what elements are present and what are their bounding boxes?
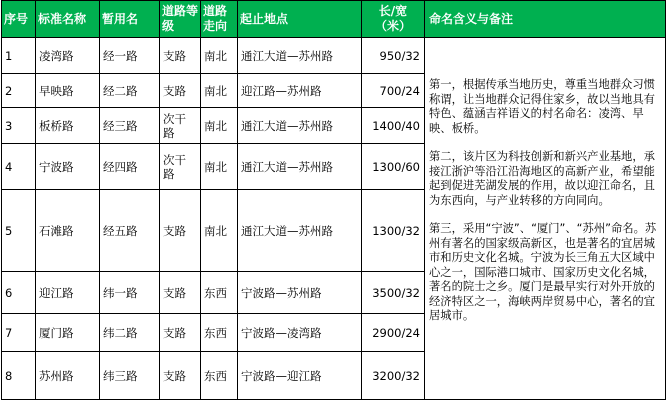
cell-temp-name: 经四路	[100, 144, 160, 190]
cell-road-direction: 南北	[201, 38, 238, 74]
cell-road-direction: 东西	[201, 314, 238, 352]
header-road-grade: 道路等级	[160, 1, 201, 38]
cell-start-end: 宁波路—迎江路	[238, 352, 362, 400]
header-road-direction: 道路走向	[201, 1, 238, 38]
cell-start-end: 迎江路—苏州路	[238, 74, 362, 108]
cell-road-grade: 支路	[160, 74, 201, 108]
cell-temp-name: 纬三路	[100, 352, 160, 400]
cell-road-direction: 东西	[201, 272, 238, 314]
header-start-end: 起止地点	[238, 1, 362, 38]
cell-length-width: 1400/40	[362, 108, 425, 144]
cell-road-grade: 支路	[160, 190, 201, 272]
cell-standard-name: 早映路	[36, 74, 100, 108]
cell-standard-name: 凌湾路	[36, 38, 100, 74]
meaning-notes	[425, 38, 666, 400]
header-row	[2, 1, 666, 38]
cell-road-grade: 支路	[160, 38, 201, 74]
cell-temp-name: 经三路	[100, 108, 160, 144]
cell-road-grade: 次干路	[160, 108, 201, 144]
cell-temp-name: 经二路	[100, 74, 160, 108]
cell-road-direction: 东西	[201, 352, 238, 400]
cell-temp-name: 经五路	[100, 190, 160, 272]
cell-road-direction: 南北	[201, 144, 238, 190]
header-standard-name: 标准名称	[36, 1, 100, 38]
cell-start-end: 通江大道—苏州路	[238, 108, 362, 144]
header-meaning: 命名含义与备注	[425, 1, 666, 38]
cell-standard-name: 厦门路	[36, 314, 100, 352]
cell-length-width: 1300/32	[362, 190, 425, 272]
cell-temp-name: 纬二路	[100, 314, 160, 352]
cell-road-grade: 支路	[160, 314, 201, 352]
cell-seq: 4	[2, 144, 36, 190]
cell-start-end: 通江大道—苏州路	[238, 190, 362, 272]
cell-length-width: 950/32	[362, 38, 425, 74]
cell-standard-name: 苏州路	[36, 352, 100, 400]
road-naming-table	[1, 0, 666, 400]
cell-length-width: 700/24	[362, 74, 425, 108]
cell-temp-name: 经一路	[100, 38, 160, 74]
cell-standard-name: 迎江路	[36, 272, 100, 314]
cell-road-grade: 次干路	[160, 144, 201, 190]
header-temp-name: 暂用名	[100, 1, 160, 38]
note-paragraph: 第一，根据传承当地历史，尊重当地群众习惯称谓，让当地群众记得住家乡，故以当地具有特色、蕴涵吉祥语义的村名命名：凌湾、早映、板桥。	[429, 78, 655, 135]
cell-seq: 2	[2, 74, 36, 108]
header-length-width: 长/宽（米）	[362, 1, 425, 38]
cell-standard-name: 板桥路	[36, 108, 100, 144]
cell-seq: 5	[2, 190, 36, 272]
note-paragraph: 第二，该片区为科技创新和新兴产业基地，承接江浙沪等沿江沿海地区的高新产业，希望能起到促进芜湖发展的作用，故以迎江命名，且为东西向，与产业转移的方向同向。	[429, 150, 655, 207]
cell-seq: 8	[2, 352, 36, 400]
cell-road-grade: 支路	[160, 352, 201, 400]
cell-start-end: 宁波路—苏州路	[238, 272, 362, 314]
cell-start-end: 通江大道—苏州路	[238, 38, 362, 74]
cell-length-width: 3500/32	[362, 272, 425, 314]
cell-length-width: 2900/24	[362, 314, 425, 352]
note-paragraph: 第三，采用“宁波”、“厦门”、“苏州”命名。苏州有著名的国家级高新区，也是著名的宜居城市和历史文化名城。宁波为长三角五大区域中心之一，国际港口城市、国家历史文化名城，著名的院士之乡。厦门是最早实行对外开放的经济特区之一，海峡两岸贸易中心，著名的宜居城市。	[429, 222, 657, 322]
cell-temp-name: 纬一路	[100, 272, 160, 314]
cell-start-end: 宁波路—凌湾路	[238, 314, 362, 352]
cell-length-width: 3200/32	[362, 352, 425, 400]
cell-seq: 3	[2, 108, 36, 144]
cell-road-direction: 南北	[201, 190, 238, 272]
cell-road-direction: 南北	[201, 108, 238, 144]
cell-road-direction: 南北	[201, 74, 238, 108]
cell-start-end: 通江大道—苏州路	[238, 144, 362, 190]
cell-seq: 6	[2, 272, 36, 314]
table-row	[2, 38, 666, 74]
cell-standard-name: 石滩路	[36, 190, 100, 272]
cell-seq: 7	[2, 314, 36, 352]
cell-seq: 1	[2, 38, 36, 74]
cell-length-width: 1300/60	[362, 144, 425, 190]
header-seq: 序号	[2, 1, 36, 38]
cell-standard-name: 宁波路	[36, 144, 100, 190]
cell-road-grade: 支路	[160, 272, 201, 314]
